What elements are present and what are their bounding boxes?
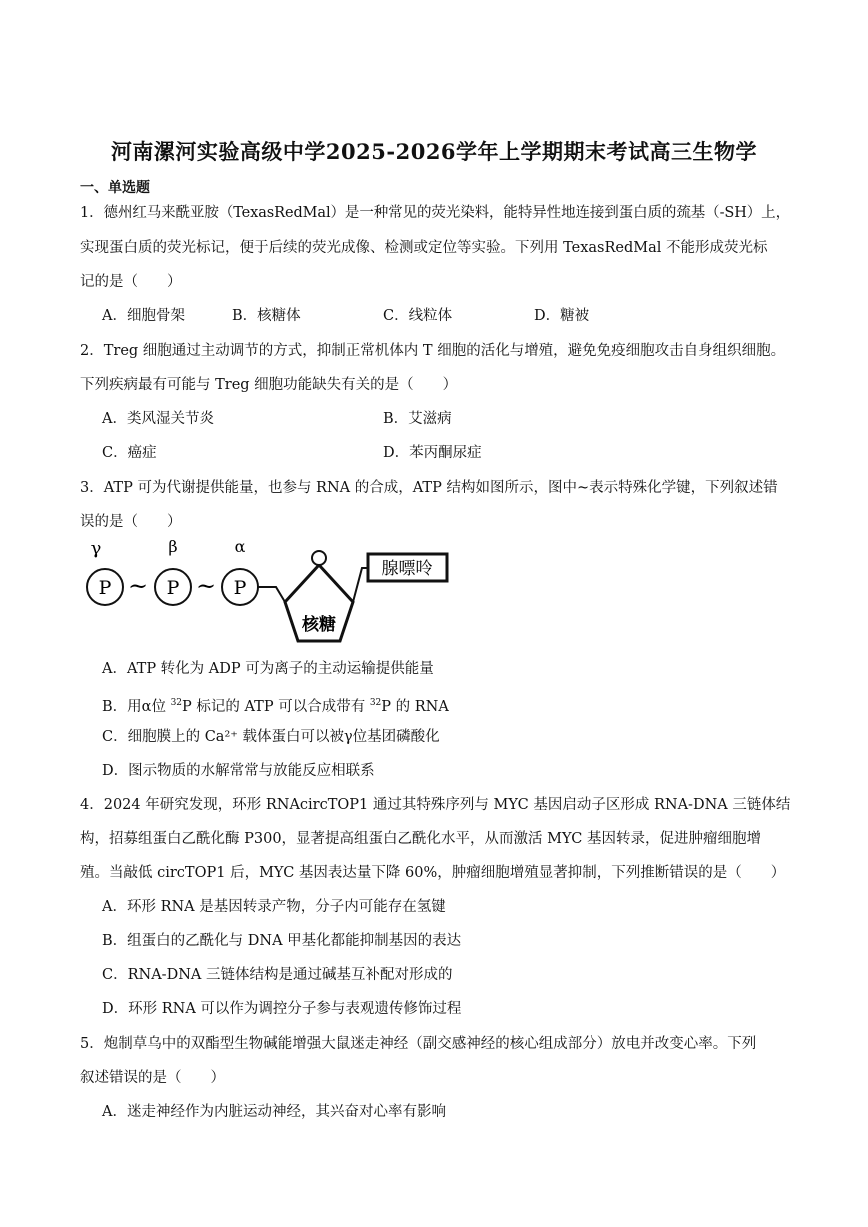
gamma-label: γ bbox=[90, 540, 102, 559]
high-energy-bond-2: ~ bbox=[195, 572, 217, 600]
phosphate-beta bbox=[155, 569, 191, 605]
atp-structure-diagram bbox=[80, 540, 460, 652]
q4-option-d: D．环形 RNA 可以作为调控分子参与表观遗传修饰过程 bbox=[102, 1001, 462, 1017]
q3-option-b-post: P 的 RNA bbox=[381, 699, 449, 715]
q3-option-a: A．ATP 转化为 ADP 可为离子的主动运输提供能量 bbox=[102, 661, 434, 677]
q3-option-b bbox=[102, 693, 449, 717]
q2-option-d: D．苯丙酮尿症 bbox=[383, 445, 482, 461]
ring-oxygen bbox=[312, 551, 326, 565]
q4-option-b: B．组蛋白的乙酰化与 DNA 甲基化都能抑制基因的表达 bbox=[102, 933, 462, 949]
q2-option-b: B．艾滋病 bbox=[383, 411, 452, 427]
ribose-label: 核糖 bbox=[302, 615, 336, 635]
q1-option-c: C．线粒体 bbox=[383, 308, 453, 324]
q3-option-c: C．细胞膜上的 Ca²⁺ 载体蛋白可以被γ位基团磷酸化 bbox=[102, 729, 440, 745]
q3-option-b-sup-1: 32 bbox=[170, 698, 183, 708]
q2-option-a: A．类风湿关节炎 bbox=[102, 411, 214, 427]
alpha-label: α bbox=[234, 540, 246, 556]
q4-line-1: 4．2024 年研究发现，环形 RNAcircTOP1 通过其特殊序列与 MYC 基因启动子区形成 RNA-DNA 三链体结 bbox=[80, 797, 791, 813]
atp-structure-svg bbox=[80, 540, 460, 648]
q5-option-a: A．迷走神经作为内脏运动神经，其兴奋对心率有影响 bbox=[102, 1104, 446, 1120]
ribose-pentagon bbox=[285, 551, 353, 641]
glycosidic-bond-line bbox=[353, 568, 368, 602]
ester-bond-line bbox=[258, 587, 285, 602]
q4-option-c: C．RNA-DNA 三链体结构是通过碱基互补配对形成的 bbox=[102, 967, 453, 983]
q5-line-2: 叙述错误的是（ ） bbox=[80, 1070, 225, 1086]
q2-option-c: C．癌症 bbox=[102, 445, 157, 461]
q1-line-3: 记的是（ ） bbox=[80, 274, 182, 290]
q4-line-3: 殖。当敲低 circTOP1 后，MYC 基因表达量下降 60%，肿瘤细胞增殖显著抑制，下列推断错误的是（ ） bbox=[80, 865, 786, 881]
q3-option-d: D．图示物质的水解常常与放能反应相联系 bbox=[102, 763, 375, 779]
phosphate-alpha-label: P bbox=[233, 577, 247, 599]
q3-line-2: 误的是（ ） bbox=[80, 514, 182, 530]
page-title: 河南漯河实验高级中学2025-2026学年上学期期末考试高三生物学 bbox=[110, 139, 758, 164]
q4-option-a: A．环形 RNA 是基因转录产物，分子内可能存在氢键 bbox=[102, 899, 446, 915]
q3-option-b-pre: B．用α位 bbox=[102, 699, 171, 715]
phosphate-beta-label: P bbox=[166, 577, 180, 599]
q1-line-2: 实现蛋白质的荧光标记，便于后续的荧光成像、检测或定位等实验。下列用 TexasRedMal 不能形成荧光标 bbox=[80, 240, 768, 256]
adenine-box bbox=[368, 554, 447, 581]
q3-option-b-sup-2: 32 bbox=[369, 698, 382, 708]
q2-line-2: 下列疾病最有可能与 Treg 细胞功能缺失有关的是（ ） bbox=[80, 377, 458, 393]
q1-line-1: 1．德州红马来酰亚胺（TexasRedMal）是一种常见的荧光染料，能特异性地连接到蛋白质的巯基（-SH）上， bbox=[80, 205, 790, 221]
q1-option-a: A．细胞骨架 bbox=[102, 308, 185, 324]
q3-option-b-mid: P 标记的 ATP 可以合成带有 bbox=[182, 699, 370, 715]
q2-line-1: 2．Treg 细胞通过主动调节的方式，抑制正常机体内 T 细胞的活化与增殖，避免免疫细胞攻击自身组织细胞。 bbox=[80, 343, 786, 359]
phosphate-gamma bbox=[87, 569, 123, 605]
phosphate-alpha bbox=[222, 569, 258, 605]
q1-option-b: B．核糖体 bbox=[232, 308, 301, 324]
high-energy-bond-1: ~ bbox=[127, 572, 149, 600]
beta-label: β bbox=[168, 540, 178, 556]
adenine-label: 腺嘌呤 bbox=[381, 559, 433, 579]
q1-option-d: D．糖被 bbox=[534, 308, 590, 324]
q4-line-2: 构，招募组蛋白乙酰化酶 P300，显著提高组蛋白乙酰化水平，从而激活 MYC 基因转录，促进肿瘤细胞增 bbox=[80, 831, 762, 847]
q3-line-1: 3．ATP 可为代谢提供能量，也参与 RNA 的合成，ATP 结构如图所示，图中~表示特殊化学键，下列叙述错 bbox=[80, 480, 778, 496]
phosphate-gamma-label: P bbox=[98, 577, 112, 599]
q5-line-1: 5．炮制草乌中的双酯型生物碱能增强大鼠迷走神经（副交感神经的核心组成部分）放电并改变心率。下列 bbox=[80, 1036, 757, 1052]
section-heading: 一、单选题 bbox=[80, 180, 150, 196]
